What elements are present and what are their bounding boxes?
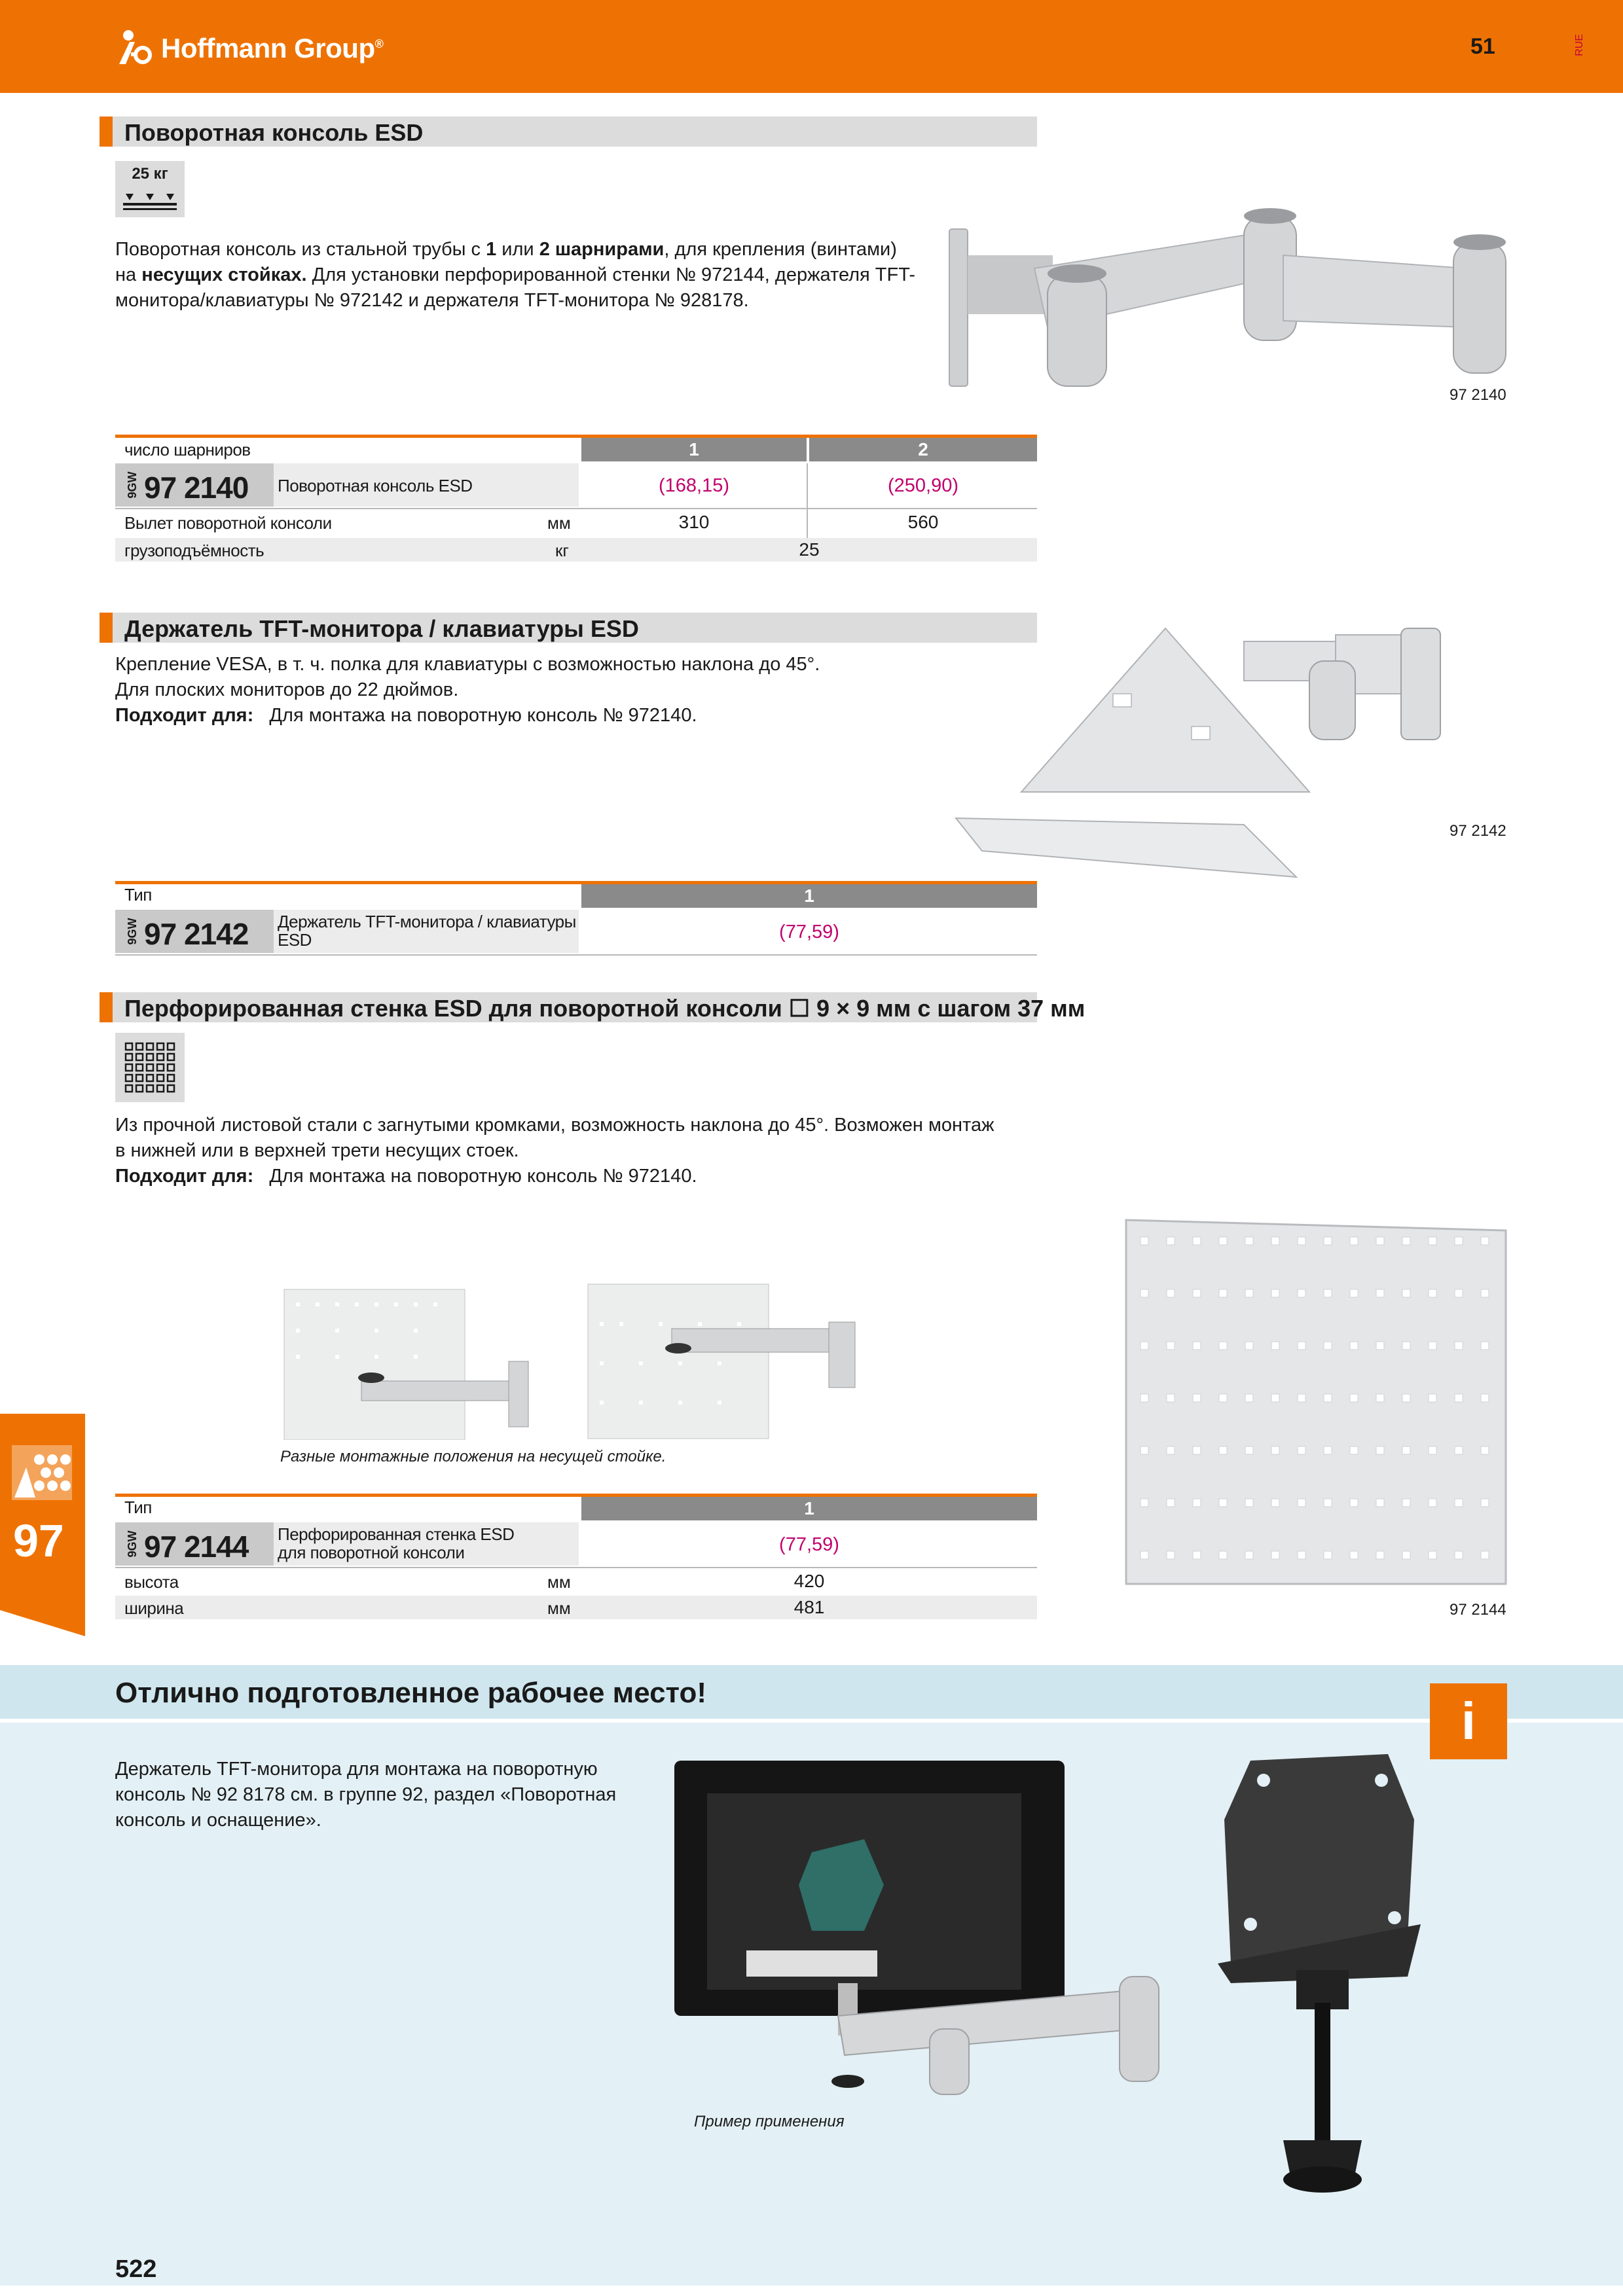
article-number: 97 2144 (144, 1530, 249, 1564)
load-capacity-icon (115, 161, 185, 217)
row-label: высота (124, 1572, 179, 1592)
chapter-number: 97 (13, 1515, 64, 1566)
row-label: Вылет поворотной консоли (124, 513, 332, 533)
product-name: Поворотная консоль ESD (278, 476, 473, 495)
article-number-box: 9GW 97 2142 (115, 910, 274, 953)
table-header-label: Тип (124, 1498, 152, 1517)
row-value: 25 (799, 539, 820, 560)
table-header-label: Тип (124, 885, 152, 905)
row-unit: мм (547, 513, 571, 533)
image-code: 97 2142 (1450, 822, 1506, 840)
hoffmann-logo-icon (115, 29, 155, 65)
article-number-box: 9GW 97 2140 (115, 463, 274, 507)
section2-description: Крепление VESA, в т. ч. полка для клавиатуры с возможностью наклона до 45°. Для плоских мониторов до 22 дюймов. Подходит для: Для монтажа на поворотную консоль № 972140. (115, 654, 820, 726)
row-unit: мм (547, 1572, 571, 1592)
price: (77,59) (779, 1534, 839, 1555)
section-title-bar (100, 613, 1037, 643)
section3-description: Из прочной листовой стали с загнутыми кромками, возможность наклона до 45°. Возможен монтаж в нижней или в верхней трети несущих стоек. Подходит для: Для монтажа на поворотную консоль № 972140. (115, 1115, 994, 1187)
price: (77,59) (779, 922, 839, 942)
product-name: Держатель TFT-монитора / клавиатуры ESD (278, 912, 576, 950)
column-header: 1 (581, 884, 1037, 908)
info-text: Держатель TFT-монитора для монтажа на поворотную консоль № 92 8178 см. в группе 92, раздел «Поворотная консоль и оснащение». (115, 1759, 617, 1831)
page-number-bottom: 522 (115, 2255, 157, 2283)
section-title: Перфорированная стенка ESD для поворотной консоли ☐ 9 × 9 мм с шагом 37 мм (124, 995, 1085, 1022)
article-number: 97 2140 (144, 471, 249, 505)
image-code: 97 2144 (1450, 1601, 1506, 1619)
row-value: 560 (907, 512, 939, 532)
info-title: Отлично подготовленное рабочее место! (115, 1677, 707, 1709)
perforated-panel-image (1121, 1217, 1514, 1590)
row-value: 310 (678, 512, 710, 532)
section-title-bar (100, 992, 1085, 1022)
image-code: 97 2140 (1450, 386, 1506, 404)
vesa-holder-image (1211, 1754, 1434, 2206)
column-header: 2 (809, 438, 1037, 461)
section-title: Поворотная консоль ESD (124, 119, 424, 146)
table-header-label: число шарниров (124, 440, 251, 459)
column-header: 1 (581, 1497, 1037, 1520)
row-label: ширина (124, 1598, 184, 1618)
info-icon: i (1430, 1683, 1507, 1759)
row-value: 481 (793, 1597, 825, 1617)
row-unit: кг (555, 541, 569, 560)
section-title: Держатель TFT-монитора / клавиатуры ESD (124, 615, 639, 642)
article-number-box: 9GW 97 2144 (115, 1522, 274, 1566)
article-number: 97 2142 (144, 917, 249, 951)
product-name: Перфорированная стенка ESD для поворотной консоли (278, 1524, 515, 1562)
mounting-example-lower-image (283, 1283, 545, 1440)
row-value: 420 (793, 1571, 825, 1591)
section1-description: Поворотная консоль из стальной трубы с 1 или 2 шарнирами, для крепления (винтами) на несущих стойках. Для установки перфорированной стенки № 972144, держателя TFT- монитора/клавиатуры № 972142 и держателя TFT-монитора № 928178. (115, 239, 915, 311)
row-label: грузоподъёмность (124, 541, 264, 560)
mounting-example-upper-image (587, 1283, 875, 1440)
perforation-grid-icon (115, 1033, 185, 1102)
load-capacity-label: 25 кг (132, 165, 168, 183)
monitor-holder-image (943, 622, 1519, 884)
price: (168,15) (658, 475, 729, 496)
language-code: RUE (1574, 34, 1585, 56)
brand-name: Hoffmann Group® (161, 33, 384, 63)
page-number-top: 51 (1470, 34, 1495, 59)
swivel-arm-image (943, 196, 1519, 406)
section-title-bar (100, 117, 1037, 147)
column-header: 1 (581, 438, 807, 461)
image-caption: Разные монтажные положения на несущей стойке. (280, 1448, 666, 1465)
row-unit: мм (547, 1598, 571, 1618)
application-example-image (668, 1754, 1218, 2121)
application-caption: Пример применения (694, 2113, 845, 2130)
price: (250,90) (887, 475, 958, 496)
